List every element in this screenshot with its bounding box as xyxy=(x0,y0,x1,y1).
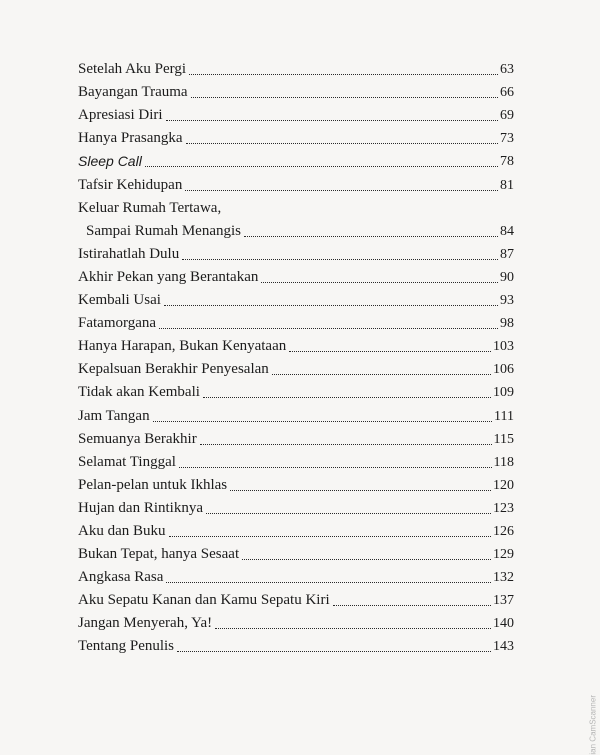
toc-entry-page: 87 xyxy=(500,246,514,262)
scanner-watermark: ian CamScanner xyxy=(589,695,598,755)
toc-entry-page: 106 xyxy=(493,362,514,378)
toc-entry-page: 69 xyxy=(500,108,514,124)
toc-entry xyxy=(78,81,514,104)
dot-leader xyxy=(200,444,492,445)
dot-leader xyxy=(177,651,491,652)
dot-leader xyxy=(189,74,498,75)
toc-entry-title: Kembali Usai xyxy=(78,292,161,309)
dot-leader xyxy=(164,305,498,306)
toc-entry-page: 90 xyxy=(500,269,514,285)
dot-leader xyxy=(272,374,491,375)
toc-entry-page: 140 xyxy=(493,616,514,632)
toc-entry xyxy=(78,520,514,543)
toc-entry-page: 63 xyxy=(500,62,514,78)
toc-entry xyxy=(78,474,514,497)
dot-leader xyxy=(166,120,498,121)
dot-leader xyxy=(333,605,491,606)
toc-entry xyxy=(78,589,514,612)
toc-entry xyxy=(78,173,514,196)
toc-entry-title: Bayangan Trauma xyxy=(78,84,188,101)
toc-entry-title: Sleep Call xyxy=(78,153,142,170)
dot-leader xyxy=(185,190,498,191)
dot-leader xyxy=(153,421,492,422)
dot-leader xyxy=(186,143,498,144)
toc-entry-title: Apresiasi Diri xyxy=(78,107,163,124)
dot-leader xyxy=(230,490,491,491)
toc-entry xyxy=(78,381,514,404)
toc-entry-title: Fatamorgana xyxy=(78,315,157,332)
toc-entry-title: Aku Sepatu Kanan dan Kamu Sepatu Kiri xyxy=(78,592,330,609)
toc-entry xyxy=(78,335,514,358)
toc-entry-page: 137 xyxy=(493,593,514,609)
toc-entry xyxy=(78,428,514,451)
toc-entry xyxy=(78,358,514,381)
toc-entry xyxy=(78,58,514,81)
toc-entry xyxy=(78,312,514,335)
toc-entry-title-line2: Sampai Rumah Menangis xyxy=(86,222,241,239)
dot-leader xyxy=(206,513,491,514)
toc-entry-title: Jam Tangan xyxy=(78,407,150,424)
toc-entry-page: 111 xyxy=(494,408,514,424)
toc-entry-title: Hanya Prasangka xyxy=(78,130,183,147)
toc-entry-title: Selamat Tinggal xyxy=(78,453,176,470)
toc-entry-title: Istirahatlah Dulu xyxy=(78,245,180,262)
dot-leader xyxy=(191,97,498,98)
toc-entry-two-line xyxy=(78,197,514,243)
toc-entry-page: 84 xyxy=(500,223,514,239)
dot-leader xyxy=(169,536,492,537)
dot-leader xyxy=(244,236,498,237)
dot-leader xyxy=(159,328,498,329)
toc-entry-page: 120 xyxy=(493,477,514,493)
toc-entry-title: Semuanya Berakhir xyxy=(78,430,197,447)
toc-entry-page: 81 xyxy=(500,177,514,193)
toc-entry-page: 109 xyxy=(493,385,514,401)
toc-entry-page: 103 xyxy=(493,339,514,355)
toc-entry-page: 66 xyxy=(500,85,514,101)
dot-leader xyxy=(289,351,491,352)
toc-entry-title: Hanya Harapan, Bukan Kenyataan xyxy=(78,338,287,355)
toc-entry-page: 115 xyxy=(493,431,514,447)
toc-entry-title: Tidak akan Kembali xyxy=(78,384,200,401)
toc-entry-title: Aku dan Buku xyxy=(78,522,166,539)
toc-entry-title: Akhir Pekan yang Berantakan xyxy=(78,268,259,285)
dot-leader xyxy=(145,166,498,167)
toc-entry xyxy=(78,566,514,589)
toc-entry xyxy=(78,612,514,635)
toc-entry-title-line1: Keluar Rumah Tertawa, xyxy=(78,199,222,216)
toc-entry-title: Jangan Menyerah, Ya! xyxy=(78,615,213,632)
toc-entry-page: 143 xyxy=(493,639,514,655)
dot-leader xyxy=(166,582,491,583)
toc-entry-title: Tentang Penulis xyxy=(78,638,175,655)
toc-entry-page: 73 xyxy=(500,131,514,147)
toc-entry xyxy=(78,635,514,658)
toc-entry-page: 118 xyxy=(493,454,514,470)
toc-entry-page: 123 xyxy=(493,500,514,516)
toc-entry xyxy=(78,497,514,520)
toc-entry xyxy=(78,404,514,427)
dot-leader xyxy=(182,259,498,260)
toc-entry xyxy=(78,543,514,566)
toc-entry-title: Pelan-pelan untuk Ikhlas xyxy=(78,476,228,493)
toc-entry xyxy=(78,289,514,312)
toc-entry-row xyxy=(78,220,514,243)
toc-entry-title: Angkasa Rasa xyxy=(78,569,164,586)
toc-entry xyxy=(78,266,514,289)
toc-entry-page: 129 xyxy=(493,547,514,563)
toc-entry xyxy=(78,127,514,150)
toc-entry xyxy=(78,451,514,474)
toc-entry-page: 132 xyxy=(493,570,514,586)
toc-entry-title: Tafsir Kehidupan xyxy=(78,176,183,193)
toc-entry-title: Kepalsuan Berakhir Penyesalan xyxy=(78,361,269,378)
toc-entry-page: 93 xyxy=(500,293,514,309)
dot-leader xyxy=(242,559,491,560)
table-of-contents xyxy=(78,58,514,658)
dot-leader xyxy=(261,282,498,283)
dot-leader xyxy=(215,628,491,629)
toc-entry-page: 98 xyxy=(500,316,514,332)
toc-entry-title: Hujan dan Rintiknya xyxy=(78,499,203,516)
dot-leader xyxy=(203,397,491,398)
toc-entry-page: 78 xyxy=(500,154,514,170)
toc-entry xyxy=(78,150,514,173)
toc-entry xyxy=(78,104,514,127)
dot-leader xyxy=(179,467,492,468)
toc-entry-title: Setelah Aku Pergi xyxy=(78,61,187,78)
toc-entry-title: Bukan Tepat, hanya Sesaat xyxy=(78,546,240,563)
toc-entry xyxy=(78,243,514,266)
toc-entry-page: 126 xyxy=(493,523,514,539)
